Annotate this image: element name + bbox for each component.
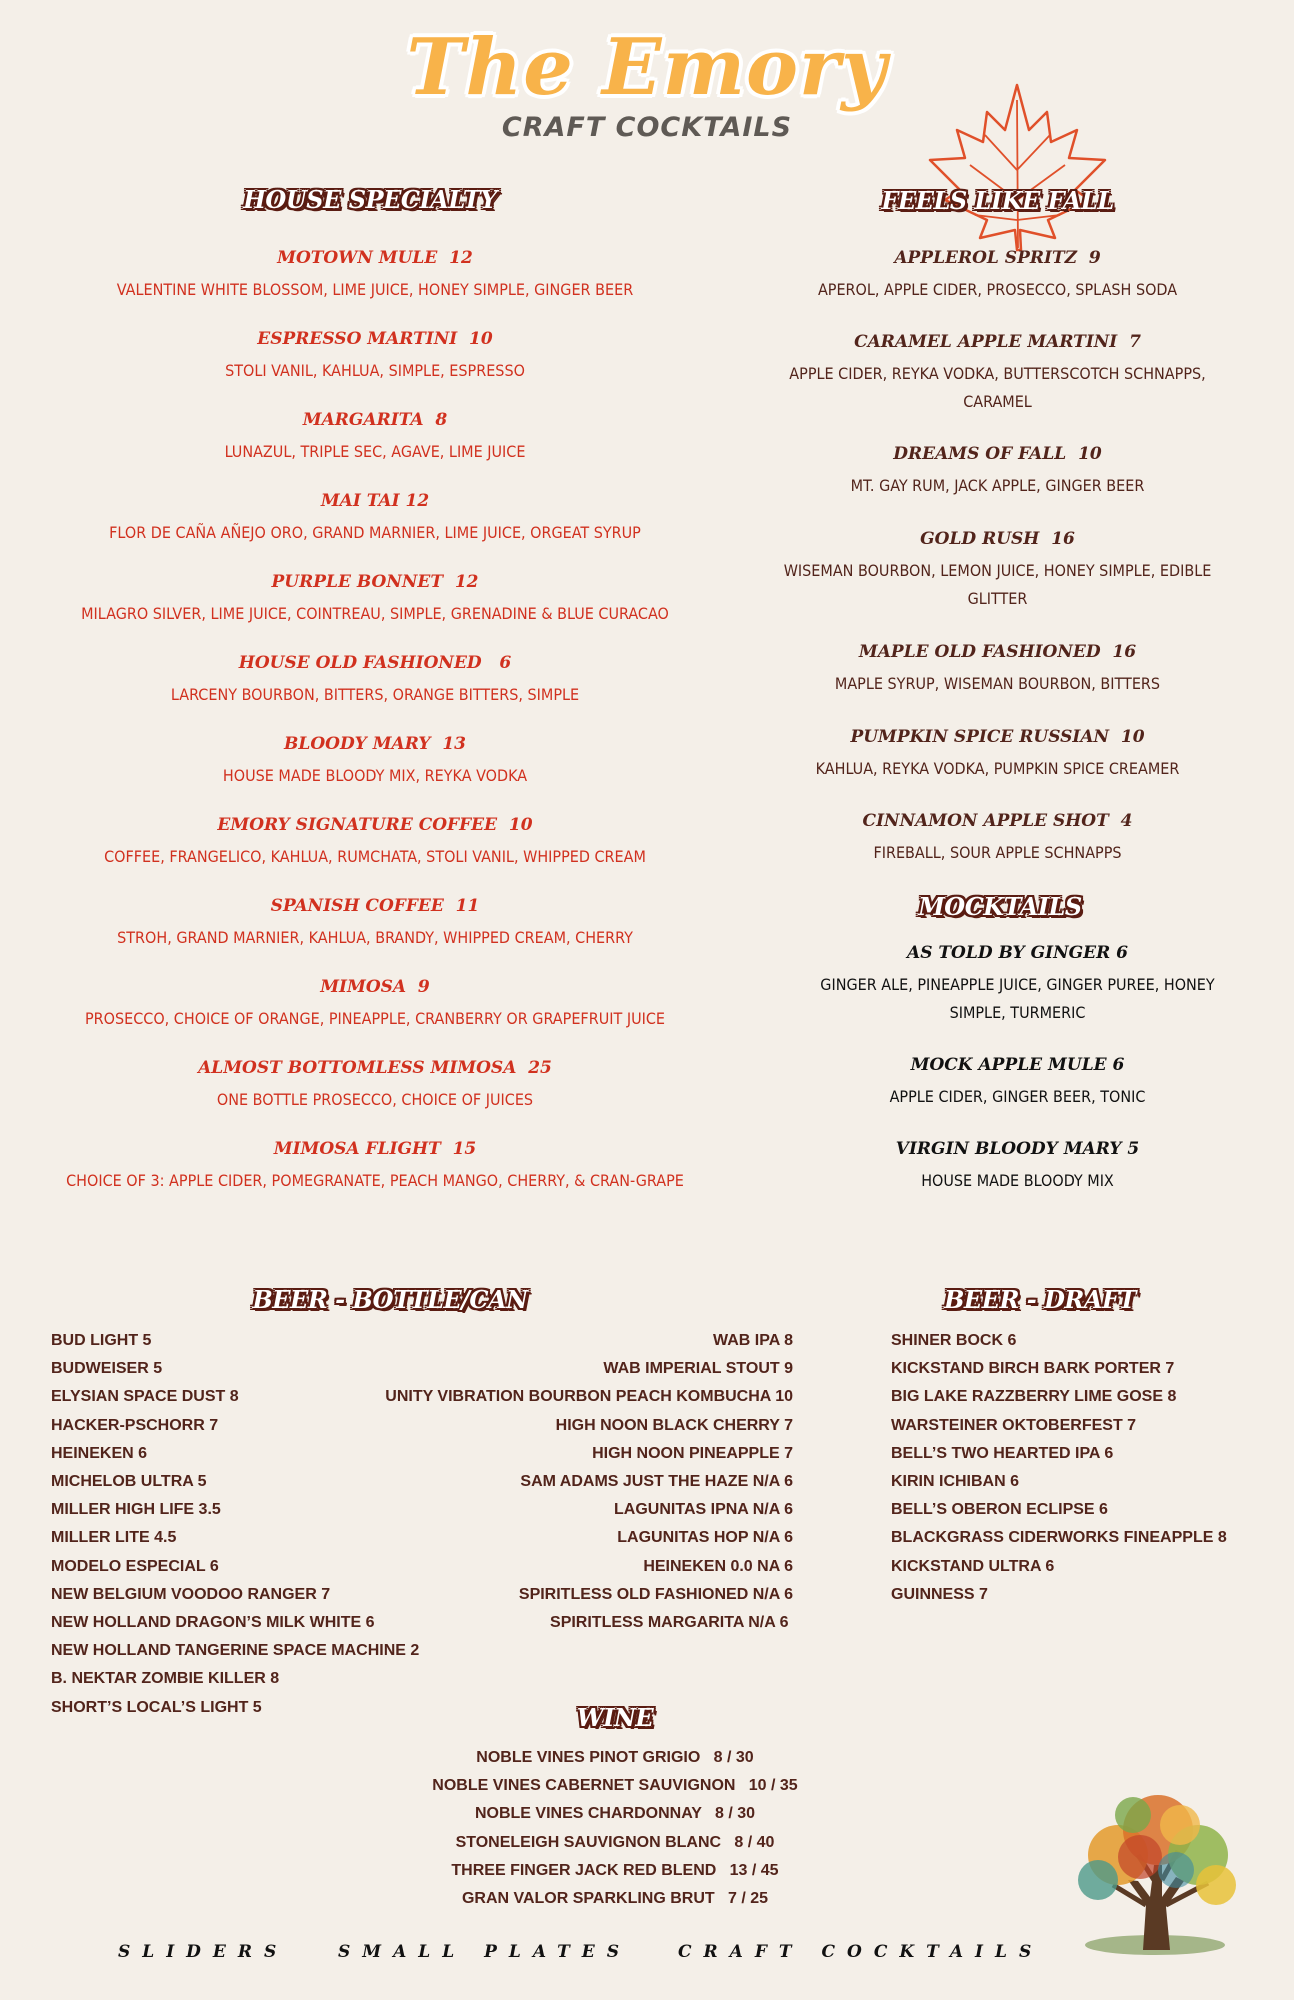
item-name: MIMOSA FLIGHT 15 bbox=[273, 1139, 477, 1159]
list-item bbox=[30, 491, 720, 547]
item-description: FLOR DE CAÑA AÑEJO ORO, GRAND MARNIER, LIME JUICE, ORGEAT SYRUP bbox=[109, 523, 641, 542]
item-description: LUNAZUL, TRIPLE SEC, AGAVE, LIME JUICE bbox=[224, 442, 526, 461]
list-item: KICKSTAND BIRCH BARK PORTER 7 bbox=[891, 1360, 1175, 1378]
list-item: MODELO ESPECIAL 6 bbox=[51, 1557, 219, 1575]
list-item bbox=[750, 811, 1245, 867]
item-description: STROH, GRAND MARNIER, KAHLUA, BRANDY, WHIPPED CREAM, CHERRY bbox=[117, 928, 633, 947]
list-item bbox=[30, 410, 720, 466]
beer-bottle-right-list bbox=[360, 1327, 793, 1637]
item-name: MIMOSA 9 bbox=[320, 977, 430, 997]
wine-list bbox=[380, 1744, 850, 1913]
item-description: FIREBALL, SOUR APPLE SCHNAPPS bbox=[873, 843, 1122, 862]
list-item: SAM ADAMS JUST THE HAZE N/A 6 bbox=[520, 1473, 793, 1491]
list-item bbox=[790, 1055, 1245, 1111]
house-specialty-list bbox=[30, 248, 720, 1198]
item-description: GINGER ALE, PINEAPPLE JUICE, GINGER PUREE, HONEY SIMPLE, TURMERIC bbox=[820, 975, 1215, 1022]
list-item: NOBLE VINES CHARDONNAY 8 / 30 bbox=[474, 1805, 756, 1823]
item-name: MAI TAI 12 bbox=[320, 491, 430, 511]
list-item: BUDWEISER 5 bbox=[51, 1360, 163, 1378]
item-description: MAPLE SYRUP, WISEMAN BOURBON, BITTERS bbox=[834, 674, 1161, 693]
list-item: BLACKGRASS CIDERWORKS FINEAPPLE 8 bbox=[891, 1529, 1227, 1547]
item-description: CHOICE OF 3: APPLE CIDER, POMEGRANATE, PEACH MANGO, CHERRY, & CRAN-GRAPE bbox=[66, 1171, 684, 1190]
maple-leaf-icon bbox=[925, 80, 1110, 255]
list-item bbox=[30, 815, 720, 871]
list-item: WARSTEINER OKTOBERFEST 7 bbox=[891, 1416, 1137, 1434]
item-name: MAPLE OLD FASHIONED 16 bbox=[858, 642, 1137, 662]
list-item bbox=[750, 642, 1245, 698]
feels-like-fall-list bbox=[750, 248, 1245, 868]
list-item bbox=[30, 896, 720, 952]
item-name: EMORY SIGNATURE COFFEE 10 bbox=[217, 815, 533, 835]
list-item: MILLER LITE 4.5 bbox=[51, 1529, 177, 1547]
list-item: KICKSTAND ULTRA 6 bbox=[891, 1557, 1055, 1575]
item-name: ESPRESSO MARTINI 10 bbox=[257, 329, 493, 349]
item-name: GOLD RUSH 16 bbox=[920, 529, 1075, 549]
item-description: HOUSE MADE BLOODY MIX bbox=[921, 1171, 1114, 1190]
house-specialty-heading: HOUSE SPECIALTY bbox=[243, 185, 497, 214]
item-name: PURPLE BONNET 12 bbox=[271, 572, 479, 592]
list-item: WAB IPA 8 bbox=[712, 1332, 793, 1349]
item-description: LARCENY BOURBON, BITTERS, ORANGE BITTERS, SIMPLE bbox=[170, 685, 580, 704]
item-name: MOTOWN MULE 12 bbox=[277, 248, 473, 268]
feels-like-fall-heading: FEELS LIKE FALL bbox=[881, 186, 1114, 215]
item-name: AS TOLD BY GINGER 6 bbox=[907, 943, 1128, 963]
list-item bbox=[30, 734, 720, 790]
item-name: PUMPKIN SPICE RUSSIAN 10 bbox=[850, 727, 1145, 747]
item-description: MT. GAY RUM, JACK APPLE, GINGER BEER bbox=[850, 476, 1145, 495]
item-description: PROSECCO, CHOICE OF ORANGE, PINEAPPLE, CRANBERRY OR GRAPEFRUIT JUICE bbox=[84, 1009, 666, 1028]
footer-craft-cocktails: CRAFT COCKTAILS bbox=[678, 1942, 1044, 1962]
item-name: SPANISH COFFEE 11 bbox=[270, 896, 480, 916]
list-item: BELL’S TWO HEARTED IPA 6 bbox=[891, 1444, 1114, 1462]
item-description: MILAGRO SILVER, LIME JUICE, COINTREAU, SIMPLE, GRENADINE & BLUE CURACAO bbox=[81, 604, 669, 623]
list-item bbox=[30, 1139, 720, 1195]
list-item: BIG LAKE RAZZBERRY LIME GOSE 8 bbox=[891, 1388, 1177, 1406]
item-name: VIRGIN BLOODY MARY 5 bbox=[895, 1139, 1140, 1159]
list-item: SHINER BOCK 6 bbox=[891, 1332, 1017, 1349]
tree-illustration bbox=[1058, 1785, 1253, 1965]
list-item bbox=[750, 248, 1245, 304]
list-item bbox=[30, 653, 720, 709]
list-item bbox=[750, 529, 1245, 613]
item-description: APPLE CIDER, GINGER BEER, TONIC bbox=[889, 1087, 1146, 1106]
list-item bbox=[30, 248, 720, 304]
item-name: DREAMS OF FALL 10 bbox=[893, 444, 1102, 464]
beer-draft-list bbox=[891, 1327, 1227, 1609]
item-description: VALENTINE WHITE BLOSSOM, LIME JUICE, HONEY SIMPLE, GINGER BEER bbox=[116, 280, 634, 299]
item-description: WISEMAN BOURBON, LEMON JUICE, HONEY SIMPLE, EDIBLE GLITTER bbox=[783, 561, 1212, 608]
list-item bbox=[750, 444, 1245, 500]
item-name: CINNAMON APPLE SHOT 4 bbox=[862, 811, 1133, 831]
list-item: NEW BELGIUM VOODOO RANGER 7 bbox=[51, 1585, 331, 1603]
list-item: B. NEKTAR ZOMBIE KILLER 8 bbox=[51, 1670, 280, 1688]
page-subtitle: CRAFT COCKTAILS bbox=[501, 112, 793, 143]
list-item: HACKER-PSCHORR 7 bbox=[51, 1416, 219, 1434]
list-item: HIGH NOON BLACK CHERRY 7 bbox=[555, 1416, 793, 1434]
list-item bbox=[30, 1058, 720, 1114]
list-item bbox=[790, 1139, 1245, 1195]
item-name: MARGARITA 8 bbox=[302, 410, 448, 430]
footer-sliders: SLIDERS bbox=[118, 1942, 289, 1962]
list-item: BUD LIGHT 5 bbox=[51, 1332, 152, 1349]
list-item: MICHELOB ULTRA 5 bbox=[51, 1473, 207, 1491]
item-name: ALMOST BOTTOMLESS MIMOSA 25 bbox=[198, 1058, 552, 1078]
beer-bottle-heading: BEER - BOTTLE/CAN bbox=[252, 1285, 528, 1314]
mocktails-list bbox=[790, 943, 1245, 1203]
list-item: SPIRITLESS MARGARITA N/A 6 bbox=[550, 1614, 793, 1632]
beer-draft-heading: BEER - DRAFT bbox=[944, 1285, 1136, 1314]
list-item: NEW HOLLAND TANGERINE SPACE MACHINE 2 bbox=[51, 1642, 420, 1660]
page-title: The Emory bbox=[406, 22, 888, 113]
list-item: GRAN VALOR SPARKLING BRUT 7 / 25 bbox=[461, 1890, 769, 1908]
item-name: HOUSE OLD FASHIONED 6 bbox=[238, 653, 512, 673]
list-item: NOBLE VINES PINOT GRIGIO 8 / 30 bbox=[476, 1749, 754, 1766]
list-item: BELL’S OBERON ECLIPSE 6 bbox=[891, 1501, 1108, 1519]
list-item: LAGUNITAS IPNA N/A 6 bbox=[614, 1501, 793, 1519]
list-item: SHORT’S LOCAL’S LIGHT 5 bbox=[51, 1698, 262, 1716]
list-item: ELYSIAN SPACE DUST 8 bbox=[51, 1388, 239, 1406]
list-item: KIRIN ICHIBAN 6 bbox=[891, 1473, 1020, 1491]
list-item: STONELEIGH SAUVIGNON BLANC 8 / 40 bbox=[455, 1833, 775, 1851]
list-item: MILLER HIGH LIFE 3.5 bbox=[51, 1501, 221, 1519]
item-description: APEROL, APPLE CIDER, PROSECCO, SPLASH SODA bbox=[817, 280, 1178, 299]
list-item bbox=[30, 329, 720, 385]
list-item: HEINEKEN 6 bbox=[51, 1444, 148, 1462]
list-item: NEW HOLLAND DRAGON’S MILK WHITE 6 bbox=[51, 1614, 375, 1632]
list-item bbox=[750, 332, 1245, 416]
list-item: SPIRITLESS OLD FASHIONED N/A 6 bbox=[518, 1585, 793, 1603]
list-item bbox=[30, 572, 720, 628]
item-description: APPLE CIDER, REYKA VODKA, BUTTERSCOTCH SCHNAPPS, CARAMEL bbox=[789, 364, 1206, 411]
list-item: HEINEKEN 0.0 NA 6 bbox=[643, 1557, 793, 1575]
list-item: WAB IMPERIAL STOUT 9 bbox=[603, 1360, 793, 1378]
item-description: COFFEE, FRANGELICO, KAHLUA, RUMCHATA, STOLI VANIL, WHIPPED CREAM bbox=[104, 847, 646, 866]
list-item bbox=[750, 727, 1245, 783]
footer-small-plates: SMALL PLATES bbox=[338, 1942, 631, 1962]
item-name: CARAMEL APPLE MARTINI 7 bbox=[854, 332, 1141, 352]
list-item: HIGH NOON PINEAPPLE 7 bbox=[592, 1444, 793, 1462]
list-item: THREE FINGER JACK RED BLEND 13 / 45 bbox=[451, 1861, 779, 1879]
list-item: NOBLE VINES CABERNET SAUVIGNON 10 / 35 bbox=[432, 1777, 798, 1795]
item-name: MOCK APPLE MULE 6 bbox=[910, 1055, 1125, 1075]
item-description: KAHLUA, REYKA VODKA, PUMPKIN SPICE CREAMER bbox=[815, 759, 1180, 778]
wine-heading: WINE bbox=[576, 1703, 654, 1732]
list-item bbox=[30, 977, 720, 1033]
item-description: ONE BOTTLE PROSECCO, CHOICE OF JUICES bbox=[216, 1090, 534, 1109]
item-name: APPLEROL SPRITZ 9 bbox=[894, 248, 1101, 268]
list-item: LAGUNITAS HOP N/A 6 bbox=[617, 1529, 793, 1547]
list-item bbox=[790, 943, 1245, 1027]
item-description: STOLI VANIL, KAHLUA, SIMPLE, ESPRESSO bbox=[225, 361, 525, 380]
item-name: BLOODY MARY 13 bbox=[284, 734, 466, 754]
list-item: GUINNESS 7 bbox=[891, 1585, 988, 1603]
mocktails-heading: MOCKTAILS bbox=[918, 892, 1082, 921]
item-description: HOUSE MADE BLOODY MIX, REYKA VODKA bbox=[222, 766, 528, 785]
list-item: UNITY VIBRATION BOURBON PEACH KOMBUCHA 10 bbox=[385, 1388, 793, 1406]
